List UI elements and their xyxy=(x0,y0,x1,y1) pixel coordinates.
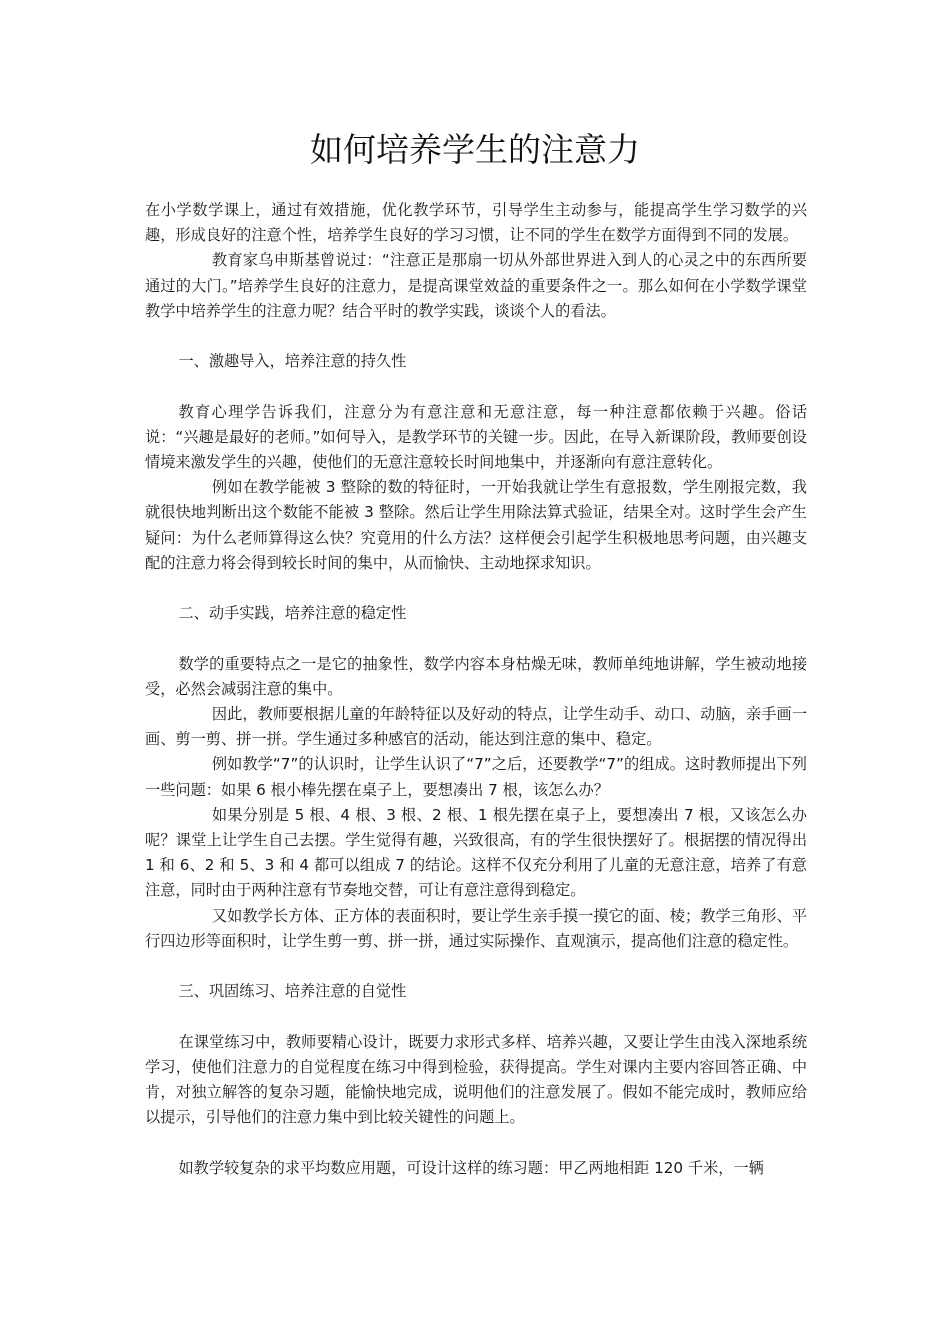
spacer xyxy=(145,626,807,651)
spacer xyxy=(145,374,807,399)
body-paragraph: 数学的重要特点之一是它的抽象性，数学内容本身枯燥无味，教师单纯地讲解，学生被动地接受，必然会减弱注意的集中。 xyxy=(145,654,807,698)
body-paragraph: 例如教学“7”的认识时，让学生认识了“7”之后，还要教学“7”的组成。这时教师提出下列一些问题：如果 6 根小棒先摆在桌子上，要想凑出 7 根，该怎么办？ xyxy=(145,755,807,799)
body-paragraph: 例如在教学能被 3 整除的数的特征时，一开始我就让学生有意报数，学生刚报完数，我就很快地判断出这个数能不能被 3 整除。然后让学生用除法算式验证，结果全对。这时学生会产生疑问：为什么老师算得这么快？究竟用的什么方法？这样便会引起学生积极地思考问题，由兴趣支配的注意力将会得到较长时间的集中，从而愉快、主动地探求知识。 xyxy=(145,478,807,572)
spacer xyxy=(145,324,807,349)
spacer xyxy=(145,1004,807,1029)
spacer xyxy=(145,954,807,979)
section-heading-2: 二、动手实践，培养注意的稳定性 xyxy=(178,604,407,623)
body-paragraph: 如果分别是 5 根、4 根、3 根、2 根、1 根先摆在桌子上，要想凑出 7 根，又该怎么办呢？课堂上让学生自己去摆。学生觉得有趣，兴致很高，有的学生很快摆好了。根据摆的情况得出 1 和 6、2 和 5、3 和 4 都可以组成 7 的结论。这样不仅充分利用了儿童的无意注意，培养了有意注意，同时由于两种注意有节奏地交替，可让有意注意得到稳定。 xyxy=(145,805,807,900)
spacer xyxy=(145,576,807,601)
body-paragraph: 又如教学长方体、正方体的表面积时，要让学生亲手摸一摸它的面、棱；教学三角形、平行四边形等面积时，让学生剪一剪、拼一拼，通过实际操作、直观演示，提高他们注意的稳定性。 xyxy=(145,906,807,950)
body-paragraph: 因此，教师要根据儿童的年龄特征以及好动的特点，让学生动手、动口、动脑，亲手画一画、剪一剪、拼一拼。学生通过多种感官的活动，能达到注意的集中、稳定。 xyxy=(145,705,807,749)
section-heading-1: 一、激趣导入，培养注意的持久性 xyxy=(178,352,407,371)
document-body xyxy=(145,198,807,1181)
intro-paragraph: 在小学数学课上，通过有效措施，优化教学环节，引导学生主动参与，能提高学生学习数学的兴趣，形成良好的注意个性，培养学生良好的学习习惯，让不同的学生在数学方面得到不同的发展。 xyxy=(145,201,807,245)
body-paragraph: 教育心理学告诉我们，注意分为有意注意和无意注意，每一种注意都依赖于兴趣。俗话说：“兴趣是最好的老师。”如何导入，是教学环节的关键一步。因此，在导入新课阶段，教师要创设情境来激发学生的兴趣，使他们的无意注意较长时间地集中，并逐渐向有意注意转化。 xyxy=(145,402,807,471)
quote-paragraph: 教育家乌申斯基曾说过：“注意正是那扇一切从外部世界进入到人的心灵之中的东西所要通过的大门。”培养学生良好的注意力，是提高课堂效益的重要条件之一。那么如何在小学数学课堂教学中培养学生的注意力呢？结合平时的教学实践，谈谈个人的看法。 xyxy=(145,251,807,320)
spacer xyxy=(145,1130,807,1155)
document-title: 如何培养学生的注意力 xyxy=(310,130,640,169)
body-paragraph: 如教学较复杂的求平均数应用题，可设计这样的练习题：甲乙两地相距 120 千米，一辆 xyxy=(178,1158,764,1177)
section-heading-3: 三、巩固练习、培养注意的自觉性 xyxy=(178,982,407,1001)
body-paragraph: 在课堂练习中，教师要精心设计，既要力求形式多样、培养兴趣，又要让学生由浅入深地系统学习，使他们注意力的自觉程度在练习中得到检验，获得提高。学生对课内主要内容回答正确、中肯，对独立解答的复杂习题，能愉快地完成，说明他们的注意发展了。假如不能完成时，教师应给以提示，引导他们的注意力集中到比较关键性的问题上。 xyxy=(145,1032,807,1127)
